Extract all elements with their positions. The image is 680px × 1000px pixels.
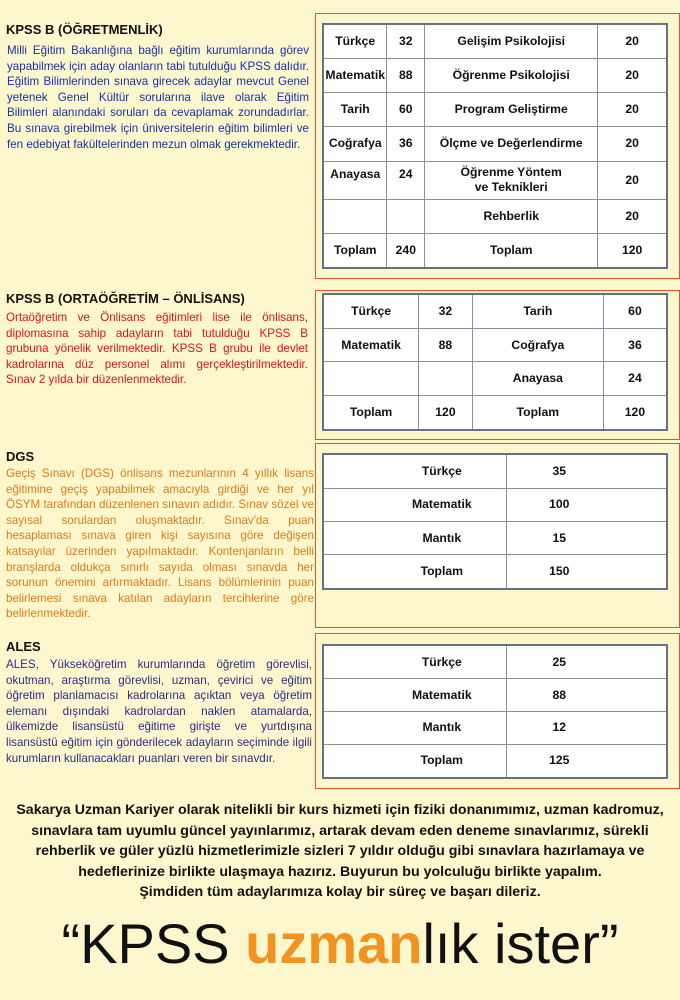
table-row — [323, 234, 667, 268]
subject-cell: Türkçe — [323, 454, 506, 488]
section-title: KPSS B (ORTAÖĞRETİM – ÖNLİSANS) — [6, 291, 245, 306]
table-row — [323, 294, 667, 329]
total-label-cell: Toplam — [425, 234, 598, 268]
count-cell: 20 — [598, 161, 667, 199]
closing-message — [0, 800, 680, 903]
section-kpss-ortaogretim — [0, 282, 680, 432]
table-row — [323, 645, 667, 679]
closing-line: sınavlara tam uyumlu güncel yayınlarımız, artarak devam eden deneme sınavlarımız, sürekli — [31, 822, 649, 839]
table-row — [323, 488, 667, 521]
section-description: Milli Eğitim Bakanlığına bağlı eğitim kurumlarında görev yapabilmek için aday olanların tabi tutulduğu KPSS dalıdır. Eğitim Bilimlerinden sınava girecek adaylar mevcut Genel yetenek Genel Kültür sorularına ilave olarak Eğitim Bilimleri alanındaki soruları da cevaplamak zorundadırlar. Bu sınava girebilmek için üniversitelerin eğitim bilimleri ve fen edebiyat fakültelerinden mezun olmak gerekmektedir. — [7, 44, 309, 151]
count-cell: 20 — [598, 199, 667, 233]
subject-cell — [323, 199, 387, 233]
subject-cell: Matematik — [323, 488, 506, 521]
subject-cell: Öğrenme Psikolojisi — [425, 58, 598, 92]
count-cell: 20 — [598, 58, 667, 92]
slogan-close-quote: ” — [599, 912, 619, 975]
subject-cell: Gelişim Psikolojisi — [425, 24, 598, 58]
count-cell — [419, 362, 473, 395]
table-row — [323, 58, 667, 92]
subject-cell: Öğrenme Yöntem ve Teknikleri — [425, 161, 598, 199]
total-label-cell: Toplam — [323, 744, 506, 778]
table-row — [323, 24, 667, 58]
section-description: ALES, Yükseköğretim kurumlarında öğretim görevlisi, okutman, araştırma görevlisi, uzman, çevirici ve eğitim öğretim planlamacısı kadrolarına açıktan veya öğretim elemanı dışındaki kadrolardan naklen atamalarda, ülkemizde lisansüstü eğitime girişte ve yurtdışına lisansüstü eğitim için gönderilecek adayların seçiminde ilgili kurumların kullanacakları puanları veren bir sınavdır. — [6, 658, 312, 765]
table-row — [323, 744, 667, 778]
count-cell — [387, 199, 425, 233]
subject-cell: Matematik — [323, 58, 387, 92]
count-cell: 24 — [387, 161, 425, 199]
total-value-cell: 120 — [598, 234, 667, 268]
total-label-cell: Toplam — [323, 395, 419, 430]
count-cell: 88 — [506, 679, 667, 712]
section-description: Geçiş Sınavı (DGS) önlisans mezunlarının 4 yıllık lisans eğitimine geçiş yapabilmek amacıyla girdiği ve her yıl ÖSYM tarafından düzenlenen sınavın adıdır. Sınav sözel ve sayısal sorulardan oluşmaktadır. Sınav'da puan hesaplaması sınava giren kişi sayısına göre değişen katsayılar üzerinden yapılmaktadır. Kontenjanların belli branşlarda oldukça sınırlı sayıda olması sınavda her sorunun önemini artırmaktadır. Lisans bölümlerinin puan belirlemesi sınava katılan adayların tercihlerine göre belirlenmektedir. — [6, 467, 314, 621]
table-row — [323, 362, 667, 395]
subject-cell: Anayasa — [323, 161, 387, 199]
section-title: ALES — [6, 639, 41, 654]
section-description: Ortaöğretim ve Önlisans eğitimleri lise ile önlisans, diplomasına sahip adayların tabi tutulduğu KPSS B grubuna yönelik verilmektedir. KPSS B grubu ile devlet kadrolarına düz personel alımı gerçekleştirilmektedir. Sınav 2 yılda bir düzenlenmektedir. — [6, 311, 308, 387]
section-title: KPSS B (ÖĞRETMENLİK) — [6, 22, 163, 37]
subject-cell — [323, 362, 419, 395]
count-cell: 36 — [603, 329, 667, 362]
count-cell: 20 — [598, 93, 667, 127]
slogan-part2: lık ister — [422, 912, 600, 975]
subject-cell: Mantık — [323, 521, 506, 554]
total-value-cell: 150 — [506, 555, 667, 589]
total-value-cell: 120 — [419, 395, 473, 430]
subject-cell: Tarih — [472, 294, 603, 329]
total-value-cell: 240 — [387, 234, 425, 268]
slogan-accent: uzman — [245, 912, 423, 975]
count-cell: 36 — [387, 127, 425, 161]
total-label-cell: Toplam — [323, 234, 387, 268]
count-cell: 20 — [598, 127, 667, 161]
subject-cell: Matematik — [323, 329, 419, 362]
total-label-cell: Toplam — [472, 395, 603, 430]
section-kpss-ogretmenlik — [0, 0, 680, 280]
subject-cell: Tarih — [323, 93, 387, 127]
count-cell: 88 — [387, 58, 425, 92]
subject-cell: Türkçe — [323, 645, 506, 679]
table-row — [323, 521, 667, 554]
exam-table — [322, 644, 668, 779]
closing-line: hedeflerinize birlikte ulaşmaya hazırız. Buyurun bu yolculuğu birlikte yapalım. — [78, 863, 602, 880]
table-row — [323, 127, 667, 161]
count-cell: 32 — [419, 294, 473, 329]
table-row — [323, 329, 667, 362]
table-row — [323, 395, 667, 430]
count-cell: 32 — [387, 24, 425, 58]
table-row — [323, 199, 667, 233]
exam-table — [322, 293, 668, 431]
closing-line: rehberlik ve güler yüzlü hizmetlerimizle sizleri 7 yıldır olduğu gibi sınavlara hazırlamaya ve — [35, 843, 645, 860]
count-cell: 24 — [603, 362, 667, 395]
subject-cell: Program Geliştirme — [425, 93, 598, 127]
count-cell: 60 — [387, 93, 425, 127]
subject-cell: Coğrafya — [323, 127, 387, 161]
count-cell: 35 — [506, 454, 667, 488]
table-row — [323, 679, 667, 712]
slogan — [0, 912, 680, 976]
section-title: DGS — [6, 449, 35, 464]
subject-cell: Türkçe — [323, 294, 419, 329]
count-cell: 15 — [506, 521, 667, 554]
count-cell: 60 — [603, 294, 667, 329]
total-value-cell: 125 — [506, 744, 667, 778]
count-cell: 100 — [506, 488, 667, 521]
subject-cell: Coğrafya — [472, 329, 603, 362]
closing-line: Şimdiden tüm adaylarımıza kolay bir süreç ve başarı dileriz. — [139, 884, 541, 901]
subject-cell: Matematik — [323, 679, 506, 712]
subject-cell: Mantık — [323, 711, 506, 744]
table-row — [323, 711, 667, 744]
table-row — [323, 555, 667, 589]
total-value-cell: 120 — [603, 395, 667, 430]
section-dgs — [0, 440, 680, 630]
exam-table — [322, 23, 668, 269]
count-cell: 88 — [419, 329, 473, 362]
total-label-cell: Toplam — [323, 555, 506, 589]
section-ales — [0, 633, 680, 793]
count-cell: 20 — [598, 24, 667, 58]
slogan-open-quote: “ — [61, 912, 81, 975]
subject-cell: Anayasa — [472, 362, 603, 395]
table-row — [323, 161, 667, 199]
subject-cell: Rehberlik — [425, 199, 598, 233]
closing-line: Sakarya Uzman Kariyer olarak nitelikli bir kurs hizmeti için fiziki donanımımız, uzman kadromuz, — [16, 802, 664, 818]
count-cell: 25 — [506, 645, 667, 679]
count-cell: 12 — [506, 711, 667, 744]
exam-table — [322, 453, 668, 590]
table-row — [323, 93, 667, 127]
slogan-part1: KPSS — [80, 912, 246, 975]
subject-cell: Türkçe — [323, 24, 387, 58]
table-row — [323, 454, 667, 488]
subject-cell: Ölçme ve Değerlendirme — [425, 127, 598, 161]
